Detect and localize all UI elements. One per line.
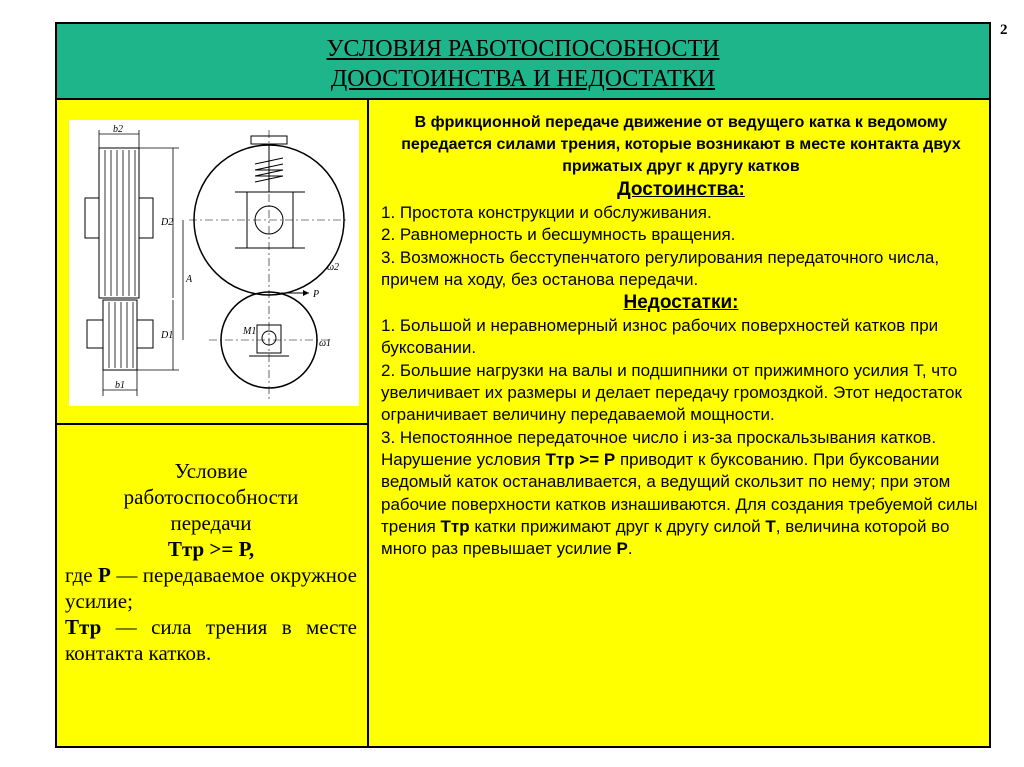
row-divider: [57, 423, 369, 425]
label-b2: b2: [113, 124, 123, 135]
advantage-item: 2. Равномерность и бесшумность вращения.: [381, 225, 736, 245]
label-p: P: [313, 289, 320, 300]
violation-end: .: [627, 539, 633, 559]
label-b1: b1: [115, 380, 125, 391]
disadvantages-heading: Недостатки:: [623, 292, 739, 314]
condition-p-definition: [65, 562, 357, 614]
label-d2: D2: [161, 217, 174, 228]
violation-text-3: катки прижимают друг к другу силой: [469, 516, 766, 536]
condition-line-1: Условие: [174, 459, 248, 483]
advantage-item: 1. Простота конструкции и обслуживания.: [381, 203, 712, 222]
p-symbol: Р: [98, 563, 111, 587]
advantages-heading: Достоинства:: [617, 179, 745, 200]
ttr-symbol: Ттр: [65, 615, 102, 639]
label-m1: M1: [243, 326, 257, 337]
disadvantage-item: 1. Большой и неравномерный износ рабочих поверхностей катков при буксовании.: [381, 316, 939, 358]
p-definition-text: — передаваемое окружное усилие;: [65, 563, 357, 613]
disadvantage-item: 2. Большие нагрузки на валы и подшипники от прижимного усилия Т, что увеличивает их размеры и делает передачу громоздкой. Этот недостаток ограничивает величину передаваемой мощности.: [381, 360, 962, 425]
label-d1: D1: [161, 330, 174, 341]
content-table: [55, 100, 991, 748]
upper-roller-side-view: [85, 148, 153, 298]
slide-number: 2: [1000, 22, 1008, 38]
disadvantage-item: 3. Непостоянное передаточное число i из-за проскальзывания катков.: [381, 427, 937, 447]
violation-text-4: , величина которой во много раз превышает усилие: [381, 516, 950, 559]
condition-ttr-definition: [65, 614, 357, 666]
description-column: [381, 112, 981, 560]
title-banner: [55, 22, 991, 100]
violation-t: Т: [765, 516, 776, 536]
ttr-definition-text: — сила трения в месте контакта катков.: [65, 615, 357, 665]
violation-text-1: Нарушение условия: [381, 449, 546, 469]
where-prefix: где: [65, 563, 99, 587]
violation-formula: Ттр >= Р: [545, 449, 616, 469]
condition-formula: Ттр >= Р,: [167, 537, 255, 561]
condition-line-2: работоспособности: [123, 485, 299, 509]
advantage-item: 3. Возможность бесступенчатого регулирования передаточного числа, причем на ходу, без останова передачи.: [381, 247, 940, 289]
title-line-1: УСЛОВИЯ РАБОТОСПОСОБНОСТИ: [326, 36, 720, 62]
friction-drive-drawing: [69, 120, 359, 406]
friction-drive-svg: [69, 120, 359, 406]
violation-ttr: Ттр: [440, 516, 470, 536]
label-omega1: ω1: [319, 338, 332, 349]
operability-condition: [65, 458, 357, 666]
title-line-2: ДООСТОИНСТВА И НЕДОСТАТКИ: [330, 66, 716, 92]
intro-text: В фрикционной передаче движение от ведущего катка к ведомому передается силами трения, которые возникают в месте контакта двух прижатых друг к другу катков: [401, 114, 961, 175]
violation-paragraph: [381, 449, 981, 560]
label-omega2: ω2: [327, 262, 340, 273]
violation-text-2: приводит к буксованию. При буксовании ведомый каток останавливается, а ведущий скользит по нему; при этом рабочие поверхности катков изнашиваются. Для создания требуемой силы трения: [381, 449, 978, 536]
lower-roller-side-view: [87, 300, 153, 370]
label-a: A: [186, 274, 193, 285]
condition-line-3: передачи: [170, 511, 252, 535]
violation-p: Р: [616, 539, 628, 559]
